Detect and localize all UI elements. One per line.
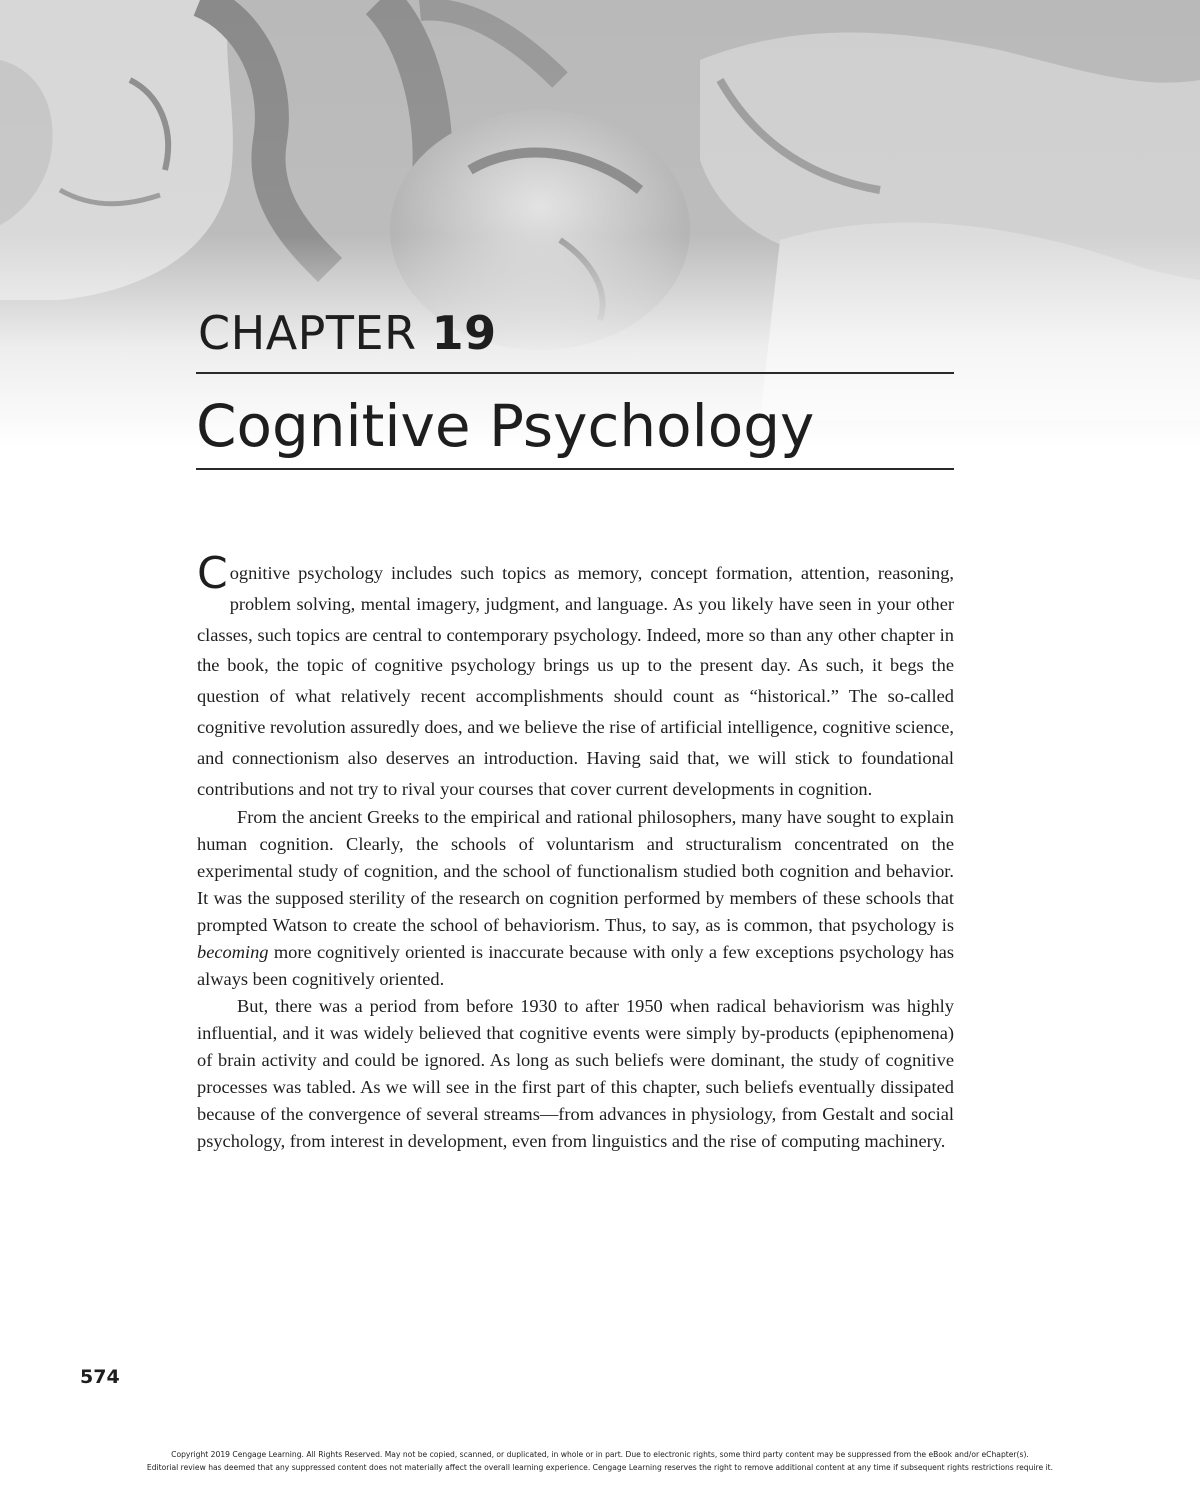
emphasis-becoming: becoming [197,942,269,963]
body-paragraph-3: But, there was a period from before 1930 to after 1950 when radical behaviorism was highly influential, and it was widely believed that cognitive events were simply by-products (epiphenomena) of brain activity and could be ignored. As long as such beliefs were dominant, the study of cognitive processes was tabled. As we will see in the first part of this chapter, such beliefs eventually dissipated because of the convergence of several streams—from advances in physiology, from Gestalt and social psychology, from interest in development, even from linguistics and the rise of computing machinery. [197,996,954,1152]
title-bottom-rule [196,468,954,470]
drop-cap: C [197,548,228,599]
sculpture-graphic [0,0,1200,560]
paragraph-2-text-after: more cognitively oriented is inaccurate because with only a few exceptions psychology has always been cognitively oriented. [197,942,954,990]
copyright-line-2: Editorial review has deemed that any suppressed content does not materially affect the overall learning experience. Cengage Learning reserves the right to remove additional content at any time if subsequent rights restrictions require it. [146,1463,1054,1472]
chapter-word: CHAPTER [198,306,417,360]
chapter-title: Cognitive Psychology [196,392,815,460]
chapter-label [198,305,497,361]
body-paragraph-2 [197,804,954,993]
title-top-rule [196,372,954,374]
body-paragraph-1 [197,548,954,804]
chapter-number: 19 [431,306,497,360]
copyright-line-1: Copyright 2019 Cengage Learning. All Rights Reserved. May not be copied, scanned, or duplicated, in whole or in part. Due to electronic rights, some third party content may be suppressed from the eBook and/or eChapter(s). [171,1450,1029,1459]
paragraph-1-text: ognitive psychology includes such topics as memory, concept formation, attention, reasoning, problem solving, mental imagery, judgment, and language. As you likely have seen in your other classes, such topics are central to contemporary psychology. Indeed, more so than any other chapter in the book, the topic of cognitive psychology brings us up to the present day. As such, it begs the question of what relatively recent accomplishments should count as “historical.” The so-called cognitive revolution assuredly does, and we believe the rise of artificial intelligence, cognitive science, and connectionism also deserves an introduction. Having said that, we will stick to foundational contributions and not try to rival your courses that cover current developments in cognition. [197,563,954,799]
chapter-body [197,548,954,1155]
page-number: 574 [80,1366,120,1388]
paragraph-2-text-before: From the ancient Greeks to the empirical and rational philosophers, many have sought to explain human cognition. Clearly, the schools of voluntarism and structuralism concentrated on the experimental study of cognition, and the school of functionalism studied both cognition and behavior. It was the supposed sterility of the research on cognition performed by members of these schools that prompted Watson to create the school of behaviorism. Thus, to say, as is common, that psychology is [197,807,954,936]
header-sculpture-image [0,0,1200,560]
copyright-footer [40,1448,1160,1474]
